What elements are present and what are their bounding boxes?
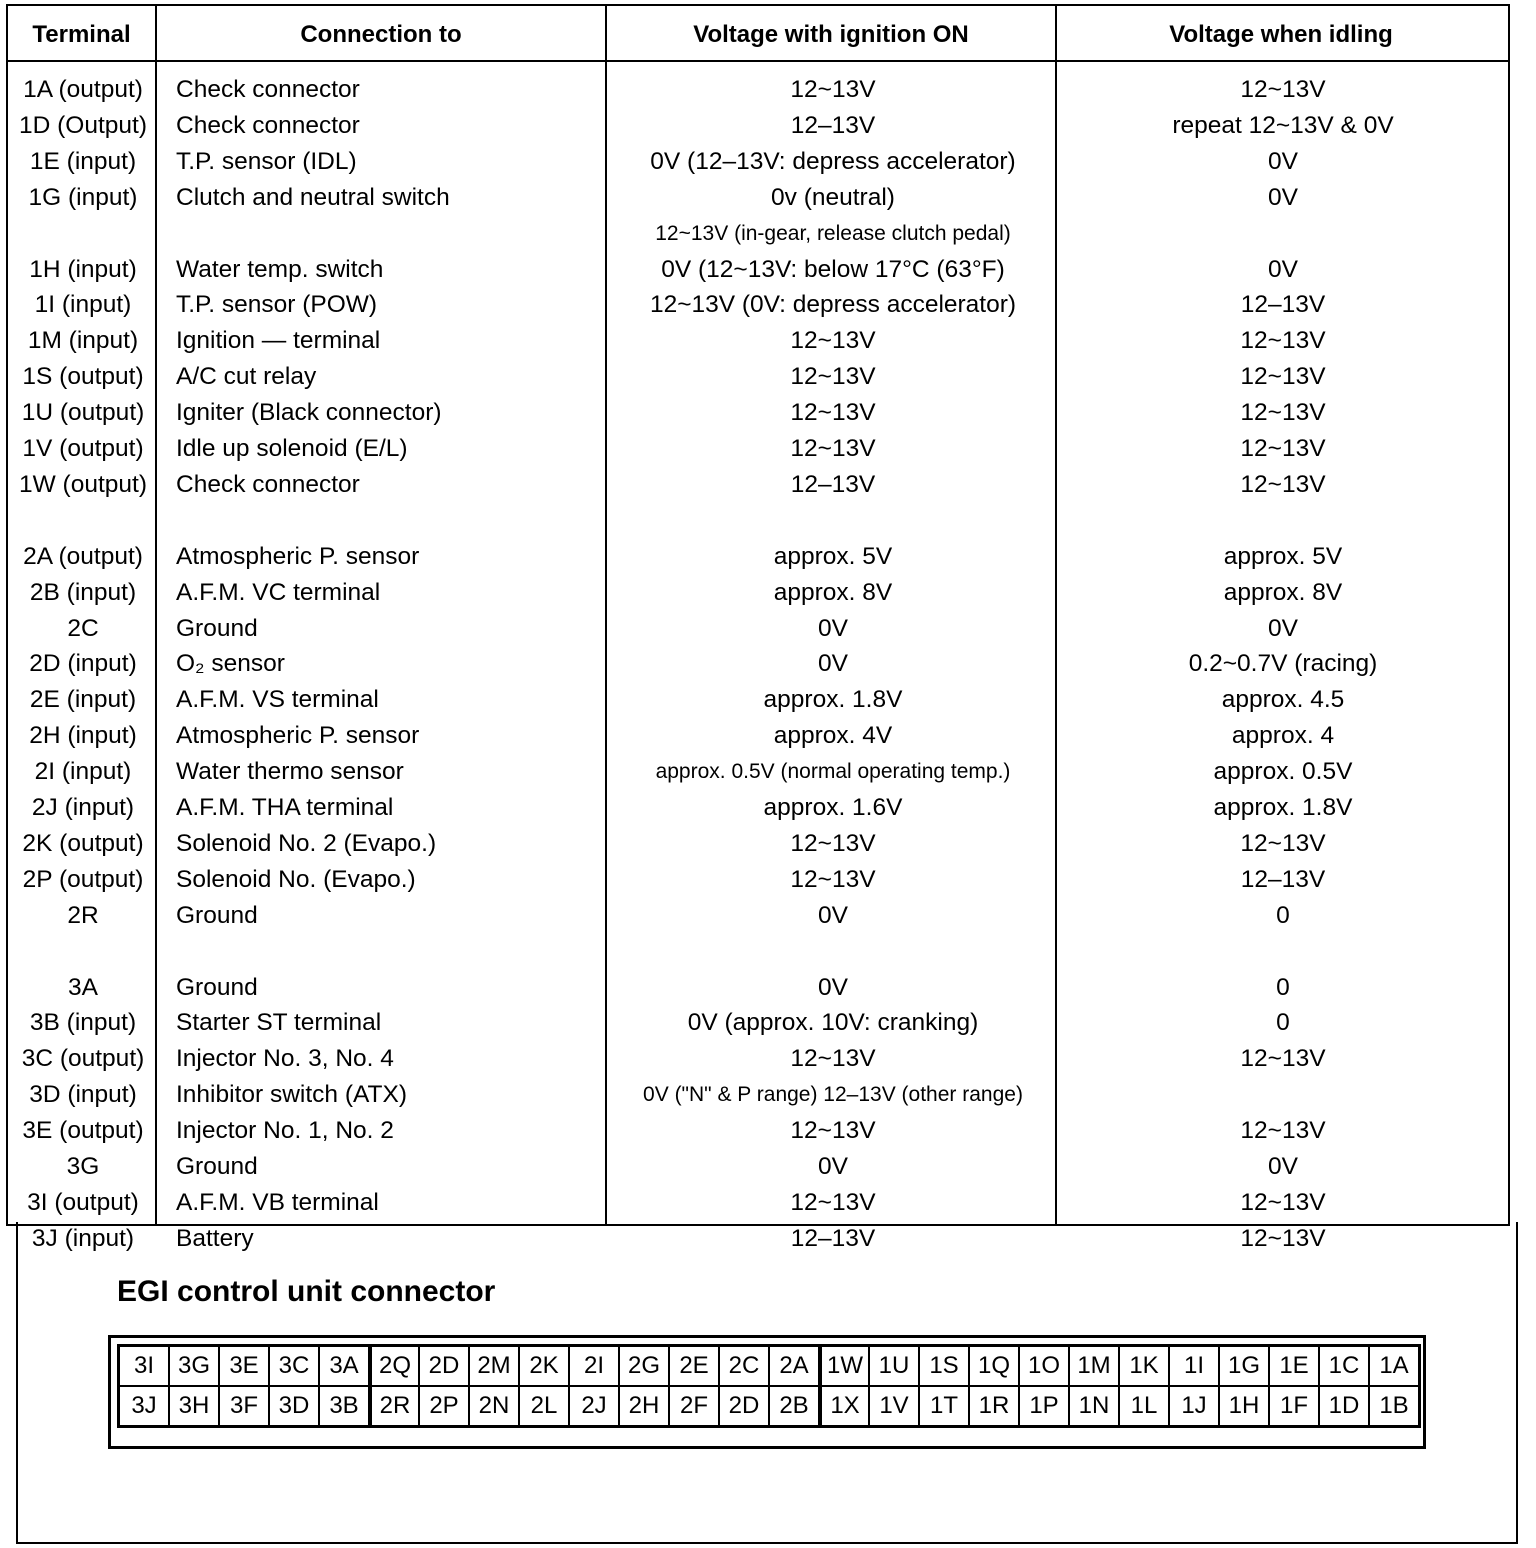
terminal-cell: 2C <box>67 614 99 642</box>
connector-pin: 1M <box>1069 1346 1119 1386</box>
connector-pin: 3B <box>319 1386 369 1426</box>
table-row <box>8 1185 1508 1220</box>
connection-cell: Atmospheric P. sensor <box>176 722 420 750</box>
connector-pin: 2I <box>569 1346 619 1386</box>
voltage-idle-cell: 12~13V <box>1240 1224 1326 1252</box>
table-row <box>8 646 1508 681</box>
voltage-on-cell: 12–13V <box>790 111 876 139</box>
connector-pin: 1X <box>819 1386 869 1426</box>
connection-cell: Battery <box>176 1224 254 1252</box>
voltage-on-cell: approx. 5V <box>773 542 893 570</box>
connector-pin: 1O <box>1019 1346 1069 1386</box>
voltage-idle-cell: 12~13V <box>1240 435 1326 462</box>
voltage-on-cell: 12~13V <box>790 1045 876 1073</box>
terminal-cell: 1V (output) <box>22 435 144 462</box>
table-row <box>8 503 1508 538</box>
voltage-idle-cell: 12~13V <box>1240 470 1326 498</box>
connection-cell: Solenoid No. (Evapo.) <box>176 865 416 893</box>
connector-pin: 1V <box>869 1386 919 1426</box>
connection-cell: Ignition — terminal <box>176 327 381 355</box>
voltage-on-cell: 12~13V (in-gear, release clutch pedal) <box>655 221 1011 245</box>
voltage-on-cell: 0V <box>818 901 848 929</box>
table-row <box>8 862 1508 897</box>
voltage-on-cell: 0V <box>818 614 848 642</box>
terminal-cell: 2H (input) <box>29 722 137 750</box>
voltage-on-cell: approx. 1.6V <box>763 794 903 821</box>
terminal-cell: 2P (output) <box>22 865 144 893</box>
terminal-cell: 1G (input) <box>28 183 138 211</box>
terminal-cell: 3J (input) <box>31 1224 135 1252</box>
connection-cell: Ground <box>176 1153 258 1180</box>
voltage-on-cell: 0V (12–13V: depress accelerator) <box>650 147 1016 175</box>
terminal-cell: 3E (output) <box>22 1117 144 1145</box>
terminal-cell: 1M (input) <box>27 327 139 355</box>
terminal-cell: 2D (input) <box>29 650 137 678</box>
connector-pin: 2K <box>519 1346 569 1386</box>
connector-pin: 3H <box>169 1386 219 1426</box>
connection-cell: A.F.M. VS terminal <box>176 686 379 714</box>
connector-pin: 3D <box>269 1386 319 1426</box>
connection-cell: T.P. sensor (IDL) <box>176 147 357 175</box>
table-row <box>8 108 1508 143</box>
table-row <box>8 72 1508 107</box>
connector-pin: 1C <box>1319 1346 1369 1386</box>
connector-pin-grid <box>117 1344 1421 1428</box>
table-row <box>8 718 1508 753</box>
connection-cell: Check connector <box>176 111 360 139</box>
voltage-idle-cell: 12–13V <box>1240 865 1326 893</box>
voltage-on-cell: 0V (12~13V: below 17°C (63°F) <box>661 255 1005 283</box>
voltage-idle-cell: 12~13V <box>1240 1188 1326 1216</box>
voltage-idle-cell: 12~13V <box>1240 399 1326 427</box>
table-row <box>8 287 1508 322</box>
voltage-idle-cell: 0V <box>1268 1153 1298 1180</box>
connection-cell: Injector No. 1, No. 2 <box>176 1117 394 1145</box>
table-row <box>8 180 1508 215</box>
voltage-idle-cell: 12–13V <box>1240 291 1326 319</box>
connector-pin: 1P <box>1019 1386 1069 1426</box>
connector-pin: 2N <box>469 1386 519 1426</box>
voltage-idle-cell: 0V <box>1268 147 1298 175</box>
connector-pin: 1U <box>869 1346 919 1386</box>
terminal-cell: 3C (output) <box>21 1045 145 1073</box>
terminal-cell: 3B (input) <box>29 1009 137 1037</box>
table-row <box>8 575 1508 610</box>
table-row <box>8 790 1508 825</box>
connection-cell: Water temp. switch <box>176 255 384 283</box>
connection-cell: O₂ sensor <box>176 650 285 678</box>
connector-pin: 2H <box>619 1386 669 1426</box>
connection-cell: Check connector <box>176 76 360 103</box>
voltage-idle-cell: 12~13V <box>1240 1045 1326 1073</box>
voltage-on-cell: 12~13V <box>790 1188 876 1216</box>
voltage-idle-cell: 12~13V <box>1240 327 1326 355</box>
connector-pin: 1F <box>1269 1386 1319 1426</box>
voltage-on-cell: 0V (approx. 10V: cranking) <box>687 1009 979 1037</box>
voltage-idle-cell: 0.2~0.7V (racing) <box>1188 650 1378 678</box>
terminal-cell: 1A (output) <box>23 76 143 103</box>
connection-cell: Injector No. 3, No. 4 <box>176 1045 394 1073</box>
connector-pin: 2J <box>569 1386 619 1426</box>
voltage-on-cell: approx. 8V <box>773 578 893 606</box>
terminal-cell: 1W (output) <box>19 470 147 498</box>
voltage-idle-cell: repeat 12~13V & 0V <box>1172 111 1394 139</box>
connector-pin: 2B <box>769 1386 819 1426</box>
voltage-on-cell: 12~13V <box>790 435 876 462</box>
table-row <box>8 216 1508 251</box>
table-row <box>8 934 1508 969</box>
voltage-on-cell: 12~13V <box>790 1117 876 1145</box>
terminal-cell: 2I (input) <box>34 758 132 786</box>
voltage-idle-cell: 0V <box>1268 183 1298 211</box>
connector-pin: 1E <box>1269 1346 1319 1386</box>
voltage-on-cell: 0V <box>818 650 848 678</box>
connector-pin: 2G <box>619 1346 669 1386</box>
connection-cell: Inhibitor switch (ATX) <box>176 1081 407 1109</box>
connector-pin: 2P <box>419 1386 469 1426</box>
voltage-idle-cell: 12~13V <box>1240 1117 1326 1145</box>
terminal-cell: 2E (input) <box>29 686 137 714</box>
connector-pin: 3F <box>219 1386 269 1426</box>
voltage-on-cell: 12–13V <box>790 470 876 498</box>
connector-pin: 1W <box>819 1346 869 1386</box>
table-row <box>8 431 1508 466</box>
terminal-cell: 3G <box>66 1153 100 1180</box>
connector-pin: 1D <box>1319 1386 1369 1426</box>
connector-pin: 1H <box>1219 1386 1269 1426</box>
connector-pin: 2L <box>519 1386 569 1426</box>
voltage-on-cell: approx. 4V <box>773 722 893 750</box>
terminal-cell: 2K (output) <box>22 829 144 857</box>
connection-cell: Water thermo sensor <box>176 758 404 786</box>
voltage-idle-cell: 0 <box>1276 901 1290 929</box>
voltage-on-cell: 12~13V <box>790 363 876 391</box>
table-row <box>8 359 1508 394</box>
header-terminal: Terminal <box>32 21 131 48</box>
connector-pin: 1G <box>1219 1346 1269 1386</box>
terminal-cell: 3A <box>68 973 98 1001</box>
table-row <box>8 754 1508 789</box>
connection-cell: Idle up solenoid (E/L) <box>176 435 408 462</box>
connector-pin: 2E <box>669 1346 719 1386</box>
connection-cell: T.P. sensor (POW) <box>176 291 378 319</box>
table-row <box>8 1005 1508 1040</box>
table-row <box>8 970 1508 1005</box>
voltage-idle-cell: approx. 1.8V <box>1213 794 1353 821</box>
connector-pin: 2Q <box>369 1346 419 1386</box>
voltage-on-cell: approx. 1.8V <box>763 686 903 714</box>
table-row <box>8 682 1508 717</box>
connector-pin: 2F <box>669 1386 719 1426</box>
header-voltage-idling: Voltage when idling <box>1169 21 1393 48</box>
header-divider <box>6 60 1508 62</box>
connection-cell: Starter ST terminal <box>176 1009 382 1037</box>
connector-pin: 2M <box>469 1346 519 1386</box>
table-row <box>8 898 1508 933</box>
connector-pin: 1I <box>1169 1346 1219 1386</box>
header-voltage-ignition-on: Voltage with ignition ON <box>693 21 969 48</box>
connector-pin: 1Q <box>969 1346 1019 1386</box>
voltage-on-cell: 0V <box>818 1153 848 1180</box>
terminal-cell: 2A (output) <box>23 542 143 570</box>
connection-cell: Ground <box>176 973 258 1001</box>
voltage-idle-cell: 12~13V <box>1240 363 1326 391</box>
voltage-on-cell: 12–13V <box>790 1224 876 1252</box>
table-row <box>8 323 1508 358</box>
connector-pin: 1J <box>1169 1386 1219 1426</box>
connector-pin: 1N <box>1069 1386 1119 1426</box>
table-row <box>8 1077 1508 1112</box>
voltage-on-cell: 12~13V <box>790 327 876 355</box>
voltage-on-cell: 0V <box>818 973 848 1001</box>
connector-pin: 3I <box>119 1346 169 1386</box>
terminal-cell: 2R <box>67 901 99 929</box>
connection-cell: A.F.M. THA terminal <box>176 794 394 821</box>
connection-cell: Ground <box>176 614 258 642</box>
voltage-idle-cell: 12~13V <box>1240 829 1326 857</box>
voltage-idle-cell: approx. 5V <box>1223 542 1343 570</box>
connector-pin: 3E <box>219 1346 269 1386</box>
table-row <box>8 1221 1508 1256</box>
connector-pin: 1B <box>1369 1386 1419 1426</box>
table-row <box>8 467 1508 502</box>
connector-pin: 2D <box>419 1346 469 1386</box>
table-row <box>8 611 1508 646</box>
connection-cell: Clutch and neutral switch <box>176 183 450 211</box>
table-row <box>8 395 1508 430</box>
connector-pin: 3J <box>119 1386 169 1426</box>
connector-pin: 1T <box>919 1386 969 1426</box>
terminal-cell: 3I (output) <box>27 1188 139 1216</box>
terminal-cell: 1E (input) <box>29 147 137 175</box>
voltage-on-cell: 0v (neutral) <box>771 183 895 211</box>
table-row <box>8 826 1508 861</box>
terminal-cell: 1U (output) <box>21 399 145 427</box>
connection-cell: Atmospheric P. sensor <box>176 542 420 570</box>
voltage-idle-cell: approx. 4 <box>1231 722 1335 750</box>
connection-cell: Igniter (Black connector) <box>176 399 442 427</box>
voltage-on-cell: 0V ("N" & P range) 12–13V (other range) <box>643 1083 1023 1107</box>
terminal-cell: 1S (output) <box>22 363 144 391</box>
voltage-idle-cell: approx. 8V <box>1223 578 1343 606</box>
connector-pin: 3G <box>169 1346 219 1386</box>
connection-cell: A.F.M. VB terminal <box>176 1188 379 1216</box>
voltage-on-cell: 12~13V <box>790 865 876 893</box>
connector-pin: 2A <box>769 1346 819 1386</box>
connection-cell: Solenoid No. 2 (Evapo.) <box>176 829 437 857</box>
connector-pin: 1S <box>919 1346 969 1386</box>
header-connection: Connection to <box>300 21 462 48</box>
voltage-idle-cell: approx. 0.5V <box>1213 758 1353 786</box>
voltage-on-cell: 12~13V <box>790 399 876 427</box>
connector-pin: 1K <box>1119 1346 1169 1386</box>
connector-pin: 3A <box>319 1346 369 1386</box>
connection-cell: A.F.M. VC terminal <box>176 578 381 606</box>
voltage-idle-cell: 12~13V <box>1240 76 1326 103</box>
terminal-cell: 1H (input) <box>29 255 137 283</box>
connector-pin: 2C <box>719 1346 769 1386</box>
table-row <box>8 539 1508 574</box>
connector-pin: 1A <box>1369 1346 1419 1386</box>
connector-diagram <box>108 1335 1426 1449</box>
voltage-idle-cell: 0V <box>1268 255 1298 283</box>
connector-pin: 3C <box>269 1346 319 1386</box>
table-row <box>8 252 1508 287</box>
connection-cell: A/C cut relay <box>176 363 317 391</box>
connection-cell: Check connector <box>176 470 360 498</box>
voltage-idle-cell: 0V <box>1268 614 1298 642</box>
terminal-cell: 1D (Output) <box>19 111 147 139</box>
voltage-idle-cell: 0 <box>1276 973 1290 1001</box>
terminal-cell: 2J (input) <box>31 794 135 821</box>
connector-pin: 1R <box>969 1386 1019 1426</box>
voltage-idle-cell: 0 <box>1276 1009 1290 1037</box>
voltage-idle-cell: approx. 4.5 <box>1221 686 1345 714</box>
voltage-on-cell: 12~13V (0V: depress accelerator) <box>649 291 1017 319</box>
connector-title: EGI control unit connector <box>117 1275 496 1308</box>
voltage-on-cell: approx. 0.5V (normal operating temp.) <box>655 760 1011 784</box>
voltage-on-cell: 12~13V <box>790 829 876 857</box>
connector-pin: 1L <box>1119 1386 1169 1426</box>
voltage-on-cell: 12~13V <box>790 76 876 103</box>
table-row <box>8 1149 1508 1184</box>
table-row <box>8 1113 1508 1148</box>
connection-cell: Ground <box>176 901 258 929</box>
table-row <box>8 1041 1508 1076</box>
terminal-cell: 3D (input) <box>29 1081 137 1109</box>
table-row <box>8 144 1508 179</box>
terminal-cell: 1I (input) <box>34 291 132 319</box>
terminal-cell: 2B (input) <box>29 578 137 606</box>
connector-pin: 2R <box>369 1386 419 1426</box>
connector-pin: 2D <box>719 1386 769 1426</box>
